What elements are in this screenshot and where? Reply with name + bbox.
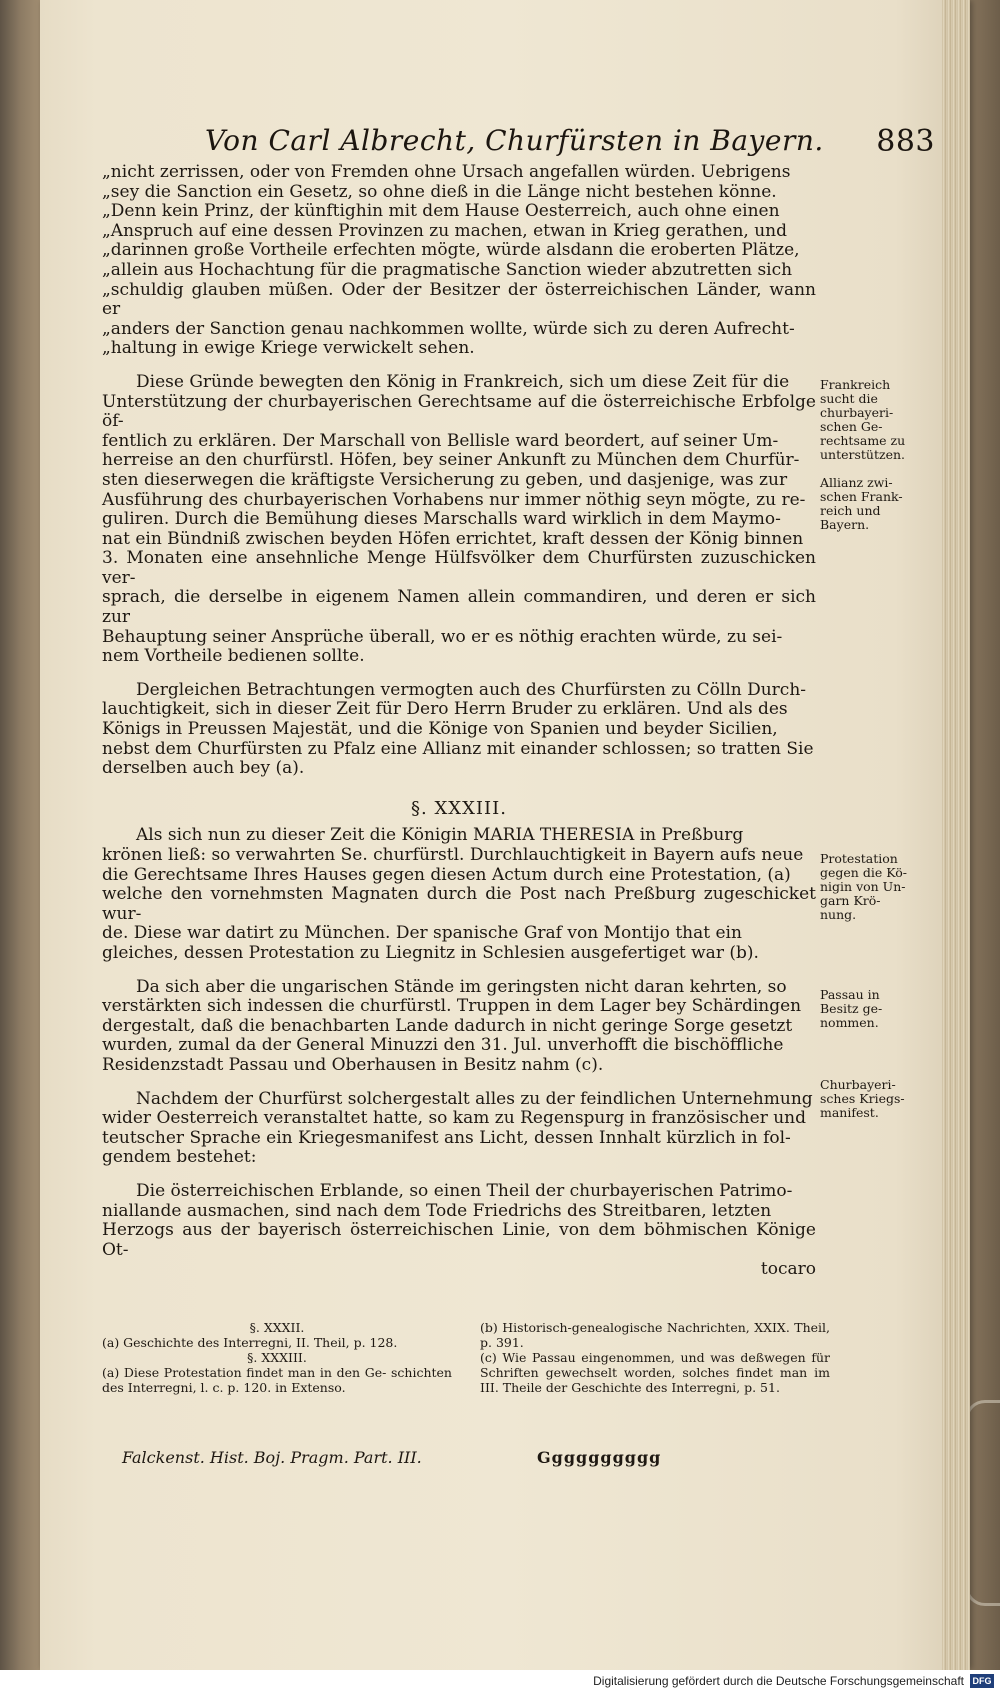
text-line: niallande ausmachen, sind nach dem Tode Friedrichs des Streitbaren, letzten xyxy=(102,1200,772,1221)
text-line: Ausführung des churbayerischen Vorhabens nur immer nöthig seyn mögte, zu re- xyxy=(102,489,806,510)
footnotes xyxy=(102,1320,830,1415)
footnote-section-label: §. XXXIII. xyxy=(247,1350,307,1365)
page-footer xyxy=(122,1448,822,1474)
paragraph-manifest xyxy=(102,1090,816,1168)
text-line: Residenzstadt Passau und Oberhausen in Besitz nahm (c). xyxy=(102,1054,604,1075)
marginal-note-france: Frankreich sucht die churbayeri- schen Ge- rechtsame zu unterstützen. xyxy=(820,377,906,462)
text-line: wider Oesterreich veranstaltet hatte, so kam zu Regenspurg in französischer und xyxy=(102,1108,807,1129)
running-title: Von Carl Albrecht, Churfürsten in Bayern. xyxy=(205,124,824,157)
marginal-note-protestation: Protestation gegen die Kö- nigin von Un- garn Krö- nung. xyxy=(820,851,907,922)
text-line: Die österreichischen Erblande, so einen Theil der churbayerischen Patrimo- xyxy=(136,1180,793,1201)
page-edge xyxy=(942,0,970,1670)
quote-line: „Denn kein Prinz, der künftighin mit dem Hause Oesterreich, auch ohne einen xyxy=(102,201,780,222)
text-line: dergestalt, daß die benachbarten Lande dadurch in nicht geringe Sorge gesetzt xyxy=(102,1015,793,1036)
text-line: fentlich zu erklären. Der Marschall von Bellisle ward beordert, auf seiner Um- xyxy=(102,430,779,451)
quote-line: „nicht zerrissen, oder von Fremden ohne Ursach angefallen würden. Uebrigens xyxy=(102,162,791,182)
footnote: (a) Diese Protestation findet man in den Ge- schichten des Interregni, l. c. p. 120. in Extenso. xyxy=(102,1365,452,1395)
text-line: nat ein Bündniß zwischen beyden Höfen errichtet, kraft dessen der König binnen xyxy=(102,528,804,549)
footnote: (a) Geschichte des Interregni, II. Theil, p. 128. xyxy=(102,1335,398,1350)
paragraph-protestation xyxy=(102,826,816,963)
book-page xyxy=(40,0,970,1670)
text-line: Da sich aber die ungarischen Stände im geringsten nicht daran kehrten, so xyxy=(136,976,787,997)
digitization-credit: Digitalisierung gefördert durch die Deutsche Forschungsgemeinschaft xyxy=(593,1674,964,1688)
paragraph-passau xyxy=(102,978,816,1076)
dfg-logo-icon: DFG xyxy=(970,1674,994,1688)
footnotes-left-column xyxy=(102,1320,452,1395)
footnotes-right-column xyxy=(480,1320,830,1395)
text-line: teutscher Sprache ein Kriegesmanifest ans Licht, dessen Innhalt kürzlich in fol- xyxy=(102,1127,791,1148)
text-line: gendem bestehet: xyxy=(102,1147,257,1168)
text-line: krönen ließ: so verwahrten Se. churfürstl. Durchlauchtigkeit in Bayern aufs neue xyxy=(102,845,804,865)
text-line: lauchtigkeit, sich in dieser Zeit für Dero Herrn Bruder zu erklären. Und als des xyxy=(102,699,788,720)
quote-line: „Anspruch auf eine dessen Provinzen zu machen, etwan in Krieg gerathen, und xyxy=(102,220,788,241)
text-line: 3. Monaten eine ansehnliche Menge Hülfsvölker dem Churfürsten zuzuschicken ver- xyxy=(102,548,816,588)
text-line: de. Diese war datirt zu München. Der spanische Graf von Montijo that ein xyxy=(102,923,742,944)
text-line: nebst dem Churfürsten zu Pfalz eine Allianz mit einander schlossen; so tratten Sie xyxy=(102,738,814,759)
quote-block xyxy=(102,163,816,359)
text-line: verstärkten sich indessen die churfürstl. Truppen in dem Lager bey Schärdingen xyxy=(102,996,802,1017)
text-line: wurden, zumal da der General Minuzzi den 31. Jul. unverhofft die bischöffliche xyxy=(102,1035,784,1056)
text-line: Unterstützung der churbayerischen Gerechtsame auf die österreichische Erbfolge öf- xyxy=(102,391,816,432)
catchword: tocaro xyxy=(760,1259,816,1280)
marginal-note-manifest: Churbayeri- sches Kriegs- manifest. xyxy=(820,1077,905,1120)
footnote-section-label: §. XXXII. xyxy=(249,1320,305,1335)
footnote: (c) Wie Passau eingenommen, und was deßwegen für Schriften gewechselt worden, solches findet man im III. Theile der Geschichte des Interregni, p. 51. xyxy=(480,1350,830,1395)
text-line: Dergleichen Betrachtungen vermogten auch des Churfürsten zu Cölln Durch- xyxy=(136,679,807,700)
text-line: Behauptung seiner Ansprüche überall, wo er es nöthig erachten würde, zu sei- xyxy=(102,626,783,647)
text-line: guliren. Durch die Bemühung dieses Marschalls ward wirklich in dem Maymo- xyxy=(102,509,781,530)
text-line: Diese Gründe bewegten den König in Frankreich, sich um diese Zeit für die xyxy=(136,371,790,392)
footnote: (b) Historisch-genealogische Nachrichten, XXIX. Theil, p. 391. xyxy=(480,1320,830,1350)
text-line: Königs in Preussen Majestät, und die Könige von Spanien und beyder Sicilien, xyxy=(102,719,778,740)
text-line: derselben auch bey (a). xyxy=(102,758,305,779)
quote-line: „schuldig glauben müßen. Oder der Besitzer der österreichischen Länder, wann er xyxy=(102,279,816,320)
quote-line: „darinnen große Vortheile erfechten mögte, würde alsdann die eroberten Plätze, xyxy=(102,240,800,261)
text-line: die Gerechtsame Ihres Hauses gegen diesen Actum durch eine Protestation, (a) xyxy=(102,864,791,885)
section-heading: §. XXXIII. xyxy=(411,797,507,819)
body-text xyxy=(102,163,816,1280)
marginal-note-passau: Passau in Besitz ge- nommen. xyxy=(820,987,883,1030)
quote-line: „anders der Sanction genau nachkommen wollte, würde sich zu deren Aufrecht- xyxy=(102,318,795,339)
text-line: Als sich nun zu dieser Zeit die Königin MARIA THERESIA in Preßburg xyxy=(136,825,744,846)
digitization-strip xyxy=(0,1670,1000,1694)
binding-ring xyxy=(965,1400,1000,1606)
text-line: Nachdem der Churfürst solchergestalt alles zu der feindlichen Unternehmung xyxy=(136,1088,813,1109)
signature-mark: Gggggggggg xyxy=(537,1448,662,1467)
text-line: sten dieserwegen die kräftigste Versicherung zu geben, und dasjenige, was zur xyxy=(102,469,788,490)
text-line: sprach, die derselbe in eigenem Namen allein commandiren, und deren er sich zur xyxy=(102,587,816,628)
text-line: herreise an den churfürstl. Höfen, bey seiner Ankunft zu München dem Churfür- xyxy=(102,450,800,471)
paragraph-cologne xyxy=(102,681,816,779)
text-line: Herzogs aus der bayerisch österreichischen Linie, von dem böhmischen Könige Ot- xyxy=(102,1220,816,1260)
text-line: nem Vortheile bedienen sollte. xyxy=(102,646,365,667)
quote-line: „sey die Sanction ein Gesetz, so ohne dieß in die Länge nicht bestehen könne. xyxy=(102,181,777,202)
marginal-note-alliance: Allianz zwi- schen Frank- reich und Bayern. xyxy=(820,475,903,532)
paragraph-hereditary-lands xyxy=(102,1182,816,1280)
quote-line: „haltung in ewige Kriege verwickelt sehen. xyxy=(102,338,475,359)
page-number: 883 xyxy=(876,124,935,159)
quote-line: „allein aus Hochachtung für die pragmatische Sanction wieder abzutretten sich xyxy=(102,259,793,280)
text-line: gleiches, dessen Protestation zu Liegnitz in Schlesien ausgefertiget war (b). xyxy=(102,942,759,963)
page-header xyxy=(165,124,935,164)
signature-line: Falckenst. Hist. Boj. Pragm. Part. III. xyxy=(122,1448,422,1467)
text-line: welche den vornehmsten Magnaten durch die Post nach Preßburg zugeschicket wur- xyxy=(102,884,816,924)
paragraph-france xyxy=(102,373,816,667)
